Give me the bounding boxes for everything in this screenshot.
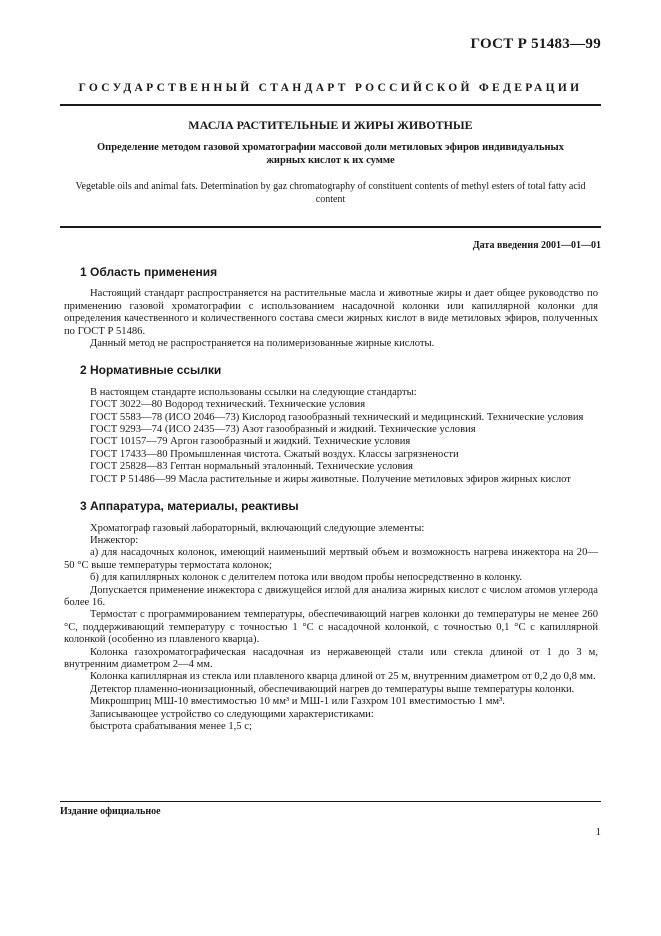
document-body — [64, 266, 598, 747]
paragraph: Данный метод не распространяется на полимеризованные жирные кислоты. — [90, 338, 435, 350]
paragraph: Детектор пламенно-ионизационный, обеспечивающий нагрев до температуры выше температуры колонки. — [90, 683, 575, 695]
paragraph: В настоящем стандарте использованы ссылки на следующие стандарты: — [90, 386, 417, 398]
reference-item: ГОСТ 25828—83 Гептан нормальный эталонный. Технические условия — [90, 461, 414, 473]
state-standard-title: ГОСУДАРСТВЕННЫЙ СТАНДАРТ РОССИЙСКОЙ ФЕДЕРАЦИИ — [78, 82, 583, 94]
standard-subtitle: Определение методом газовой хроматографии массовой доли метиловых эфиров индивидуальных жирных кислот к их сумме — [96, 142, 564, 166]
header-rule — [60, 104, 601, 106]
standard-title: МАСЛА РАСТИТЕЛЬНЫЕ И ЖИРЫ ЖИВОТНЫЕ — [188, 118, 473, 132]
reference-item: ГОСТ Р 51486—99 Масла растительные и жиры животные. Получение метиловых эфиров жирных кислот — [90, 473, 571, 485]
section-heading: 3 Аппаратура, материалы, реактивы — [80, 499, 299, 514]
paragraph: Настоящий стандарт распространяется на растительные масла и животные жиры и дает общее руководство по применению газовой хроматографии с использованием насадочной колонки или капиллярной колонки для определения качественного и количественного состава смеси жирных кислот в виде метиловых эфиров, полученных по ГОСТ Р 51486. — [64, 288, 598, 337]
page-number: 1 — [595, 826, 601, 838]
english-title: Vegetable oils and animal fats. Determination by gaz chromatography of constituent contents of methyl esters of total fatty acid content — [75, 181, 586, 205]
paragraph: Термостат с программированием температуры, обеспечивающий нагрев колонки до температуры не менее 260 °С, поддерживающий температуру с точностью 1 °С с насадочной колонкой, с точностью 0,1 °С с капиллярной колонкой (особенно из плавленого кварца). — [64, 609, 598, 646]
reference-item: ГОСТ 9293—74 (ИСО 2435—73) Азот газообразный и жидкий. Технические условия — [90, 424, 476, 436]
reference-item: ГОСТ 17433—80 Промышленная чистота. Сжатый воздух. Классы загрязнености — [90, 448, 459, 460]
section-heading: 1 Область применения — [80, 265, 218, 279]
paragraph: а) для насадочных колонок, имеющий наименьший мертвый объем и возможность нагрева инжектора на 20—50 °С выше температуры термостата колонок; — [64, 547, 598, 571]
document-code: ГОСТ Р 51483—99 — [470, 36, 601, 52]
paragraph: Колонка газохроматографическая насадочная из нержавеющей стали или стекла длиной от 1 до 3 м, внутренним диаметром 2—4 мм. — [64, 646, 598, 670]
paragraph: Микрошприц МШ-10 вместимостью 10 мм³ и МШ-1 или Газхром 101 вместимостью 1 мм³. — [90, 696, 505, 708]
paragraph: Инжектор: — [90, 534, 139, 546]
section-normative-references — [64, 364, 598, 486]
paragraph: Колонка капиллярная из стекла или плавленого кварца длиной от 25 м, внутренним диаметром от 0,2 до 0,8 мм. — [90, 671, 596, 683]
reference-item: ГОСТ 3022—80 Водород технический. Технические условия — [90, 399, 366, 411]
paragraph: Записывающее устройство со следующими характеристиками: — [90, 708, 374, 720]
official-edition-note: Издание официальное — [60, 806, 161, 817]
introduction-date: Дата введения 2001—01—01 — [472, 240, 601, 251]
section-scope — [64, 266, 598, 350]
footer-rule — [60, 801, 601, 802]
reference-item: ГОСТ 10157—79 Аргон газообразный и жидкий. Технические условия — [90, 436, 411, 448]
section-apparatus — [64, 500, 598, 733]
paragraph: Допускается применение инжектора с движущейся иглой для анализа жирных кислот с числом атомов углерода более 16. — [64, 584, 598, 608]
paragraph: б) для капиллярных колонок с делителем потока или вводом пробы непосредственно в колонку. — [90, 572, 523, 584]
paragraph: быстрота срабатывания менее 1,5 с; — [90, 721, 252, 732]
section-heading: 2 Нормативные ссылки — [80, 363, 222, 378]
title-rule — [60, 226, 601, 228]
reference-item: ГОСТ 5583—78 (ИСО 2046—73) Кислород газообразный технический и медицинский. Технические условия — [90, 411, 584, 423]
paragraph: Хроматограф газовый лабораторный, включающий следующие элементы: — [90, 522, 425, 534]
